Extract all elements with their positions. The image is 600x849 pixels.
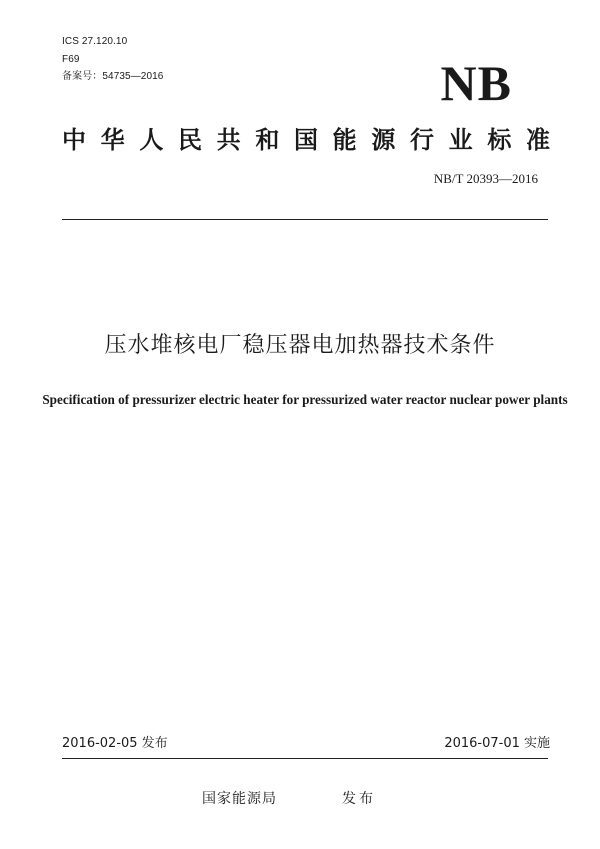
bottom-divider (62, 758, 548, 759)
ccs-code: F69 (62, 54, 80, 65)
nb-logo: NB (440, 55, 512, 111)
standard-category-title: 中华人民共和国能源行业标准 (62, 126, 550, 154)
standard-number: NB/T 20393—2016 (433, 171, 538, 186)
issuing-authority: 国家能源局 (202, 791, 277, 807)
issue-label: 发布 (342, 791, 376, 807)
record-number: 备案号：54735—2016 (62, 71, 164, 82)
top-divider (62, 219, 548, 220)
document-title-cn: 压水堆核电厂稳压器电加热器技术条件 (104, 333, 496, 358)
implement-date: 2016-07-01 实施 (444, 736, 550, 751)
publish-date: 2016-02-05 发布 (62, 736, 168, 751)
document-title-en: Specification of pressurizer electric heater for pressurized water reactor nuclear power plants (42, 392, 568, 407)
ics-code: ICS 27.120.10 (62, 36, 128, 47)
